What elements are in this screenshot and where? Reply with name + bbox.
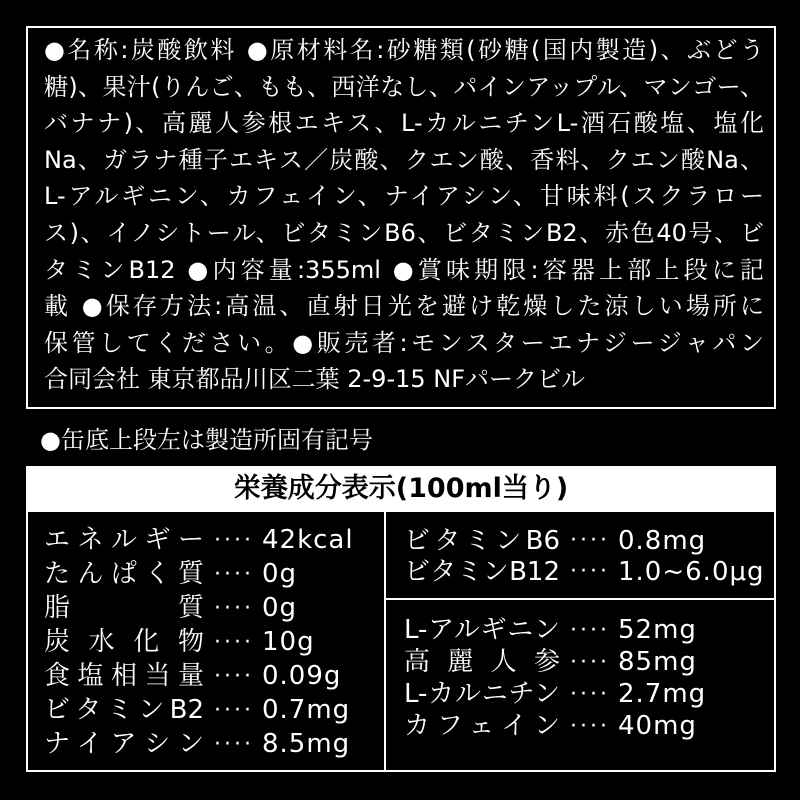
leader-dots: ···· bbox=[570, 617, 610, 643]
leader-dots: ···· bbox=[570, 681, 610, 707]
nutrient-value: 0.8mg bbox=[618, 525, 707, 556]
nutrition-row bbox=[404, 710, 774, 742]
nutrition-row bbox=[404, 614, 774, 646]
seller-address-line: 合同会社 東京都品川区二葉 2-9-15 NFパークビル bbox=[44, 365, 586, 394]
ingredient-line: 載 ●保存方法:高温、直射日光を避け乾燥した涼しい場所に bbox=[44, 292, 764, 321]
nutrition-table bbox=[26, 512, 776, 772]
leader-dots: ···· bbox=[214, 561, 254, 587]
nutrient-value: 52mg bbox=[618, 615, 697, 645]
nutrition-row bbox=[44, 523, 384, 557]
nutrient-label: ビタミンB6 bbox=[404, 525, 560, 556]
leader-dots: ···· bbox=[214, 527, 254, 553]
ingredient-line: タミンB12 ●内容量:355ml ●賞味期限:容器上部上段に記 bbox=[44, 255, 764, 284]
nutrient-value: 0.7mg bbox=[262, 695, 351, 725]
ingredient-amount-column bbox=[386, 600, 774, 770]
ingredient-line: 糖)、果汁(りんご、もも、西洋なし、パインアップル、マンゴー、 bbox=[44, 72, 764, 101]
nutrition-row bbox=[44, 591, 384, 625]
nutrient-value: 0g bbox=[262, 593, 298, 623]
nutrient-value: 2.7mg bbox=[618, 679, 707, 709]
nutrition-row bbox=[404, 525, 774, 556]
nutrition-main-column bbox=[28, 512, 386, 770]
leader-dots: ···· bbox=[214, 697, 254, 723]
factory-code-note: ●缶底上段左は製造所固有記号 bbox=[40, 426, 373, 454]
nutrient-label: 高麗人参 bbox=[404, 647, 560, 677]
ingredient-line: L-アルギニン、カフェイン、ナイアシン、甘味料(スクラロー bbox=[44, 182, 764, 211]
nutrition-row bbox=[404, 678, 774, 710]
nutrition-row bbox=[404, 646, 774, 678]
ingredients-box bbox=[26, 26, 776, 409]
leader-dots: ···· bbox=[214, 629, 254, 655]
nutrient-label: 炭水化物 bbox=[44, 627, 204, 657]
nutrition-header: 栄養成分表示(100ml当り) bbox=[26, 466, 776, 512]
nutrient-value: 8.5mg bbox=[262, 729, 351, 759]
leader-dots: ···· bbox=[570, 559, 610, 584]
leader-dots: ···· bbox=[570, 713, 610, 739]
nutrient-value: 42kcal bbox=[262, 525, 354, 555]
nutrition-row bbox=[44, 693, 384, 727]
ingredient-line: ス)、イノシトール、ビタミンB6、ビタミンB2、赤色40号、ビ bbox=[44, 218, 764, 247]
leader-dots: ···· bbox=[570, 528, 610, 553]
nutrition-row bbox=[44, 659, 384, 693]
ingredient-line: Na、ガラナ種子エキス／炭酸、クエン酸、香料、クエン酸Na、 bbox=[44, 145, 764, 174]
nutrition-row bbox=[44, 727, 384, 761]
nutrient-label: ビタミンB12 bbox=[404, 556, 560, 587]
leader-dots: ···· bbox=[214, 731, 254, 757]
nutrient-label: ビタミンB2 bbox=[44, 695, 204, 725]
leader-dots: ···· bbox=[214, 595, 254, 621]
nutrient-value: 40mg bbox=[618, 711, 697, 741]
leader-dots: ···· bbox=[214, 663, 254, 689]
nutrient-value: 0g bbox=[262, 559, 298, 589]
nutrient-label: カフェイン bbox=[404, 711, 560, 741]
nutrient-label: 食塩相当量 bbox=[44, 661, 204, 691]
nutrition-row bbox=[404, 556, 774, 587]
ingredient-line: バナナ)、高麗人参根エキス、L-カルニチンL-酒石酸塩、塩化 bbox=[44, 109, 764, 138]
nutrient-label: L-カルニチン bbox=[404, 679, 560, 709]
nutrient-label: たんぱく質 bbox=[44, 559, 204, 589]
leader-dots: ···· bbox=[570, 649, 610, 675]
nutrient-label: L-アルギニン bbox=[404, 615, 560, 645]
nutrition-row bbox=[44, 625, 384, 659]
nutrient-value: 0.09g bbox=[262, 661, 342, 691]
ingredient-line: ●名称:炭酸飲料 ●原材料名:砂糖類(砂糖(国内製造)、ぶどう bbox=[44, 36, 764, 64]
nutrient-label: エネルギー bbox=[44, 525, 204, 555]
nutrient-value: 85mg bbox=[618, 647, 697, 677]
nutrient-value: 10g bbox=[262, 627, 315, 657]
nutrient-label: ナイアシン bbox=[44, 729, 204, 759]
ingredient-line: 保管してください。●販売者:モンスターエナジージャパン bbox=[44, 328, 764, 357]
nutrition-row bbox=[44, 557, 384, 591]
vitamin-column bbox=[386, 512, 774, 600]
nutrient-label: 脂質 bbox=[44, 593, 204, 623]
nutrient-value: 1.0~6.0μg bbox=[618, 556, 765, 587]
